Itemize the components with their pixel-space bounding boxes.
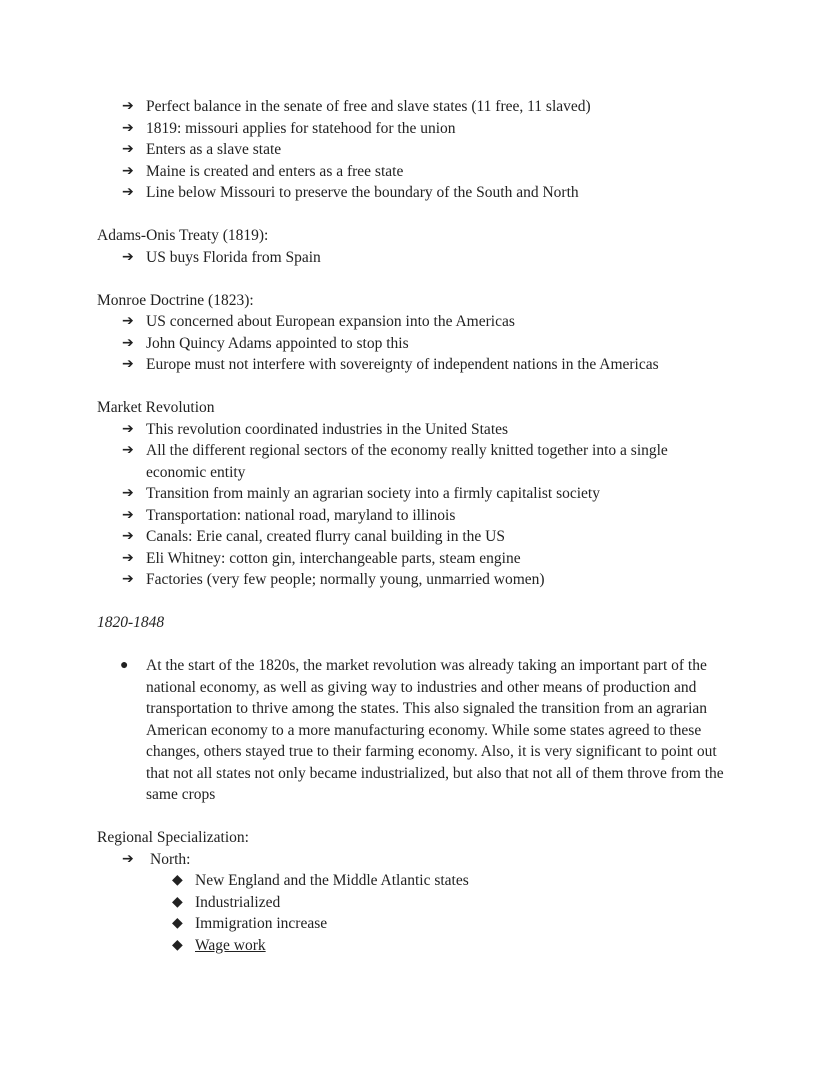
diamond-icon: ◆ (172, 915, 183, 931)
list-item: ➔ US concerned about European expansion into the Americas (0, 311, 828, 333)
arrow-icon: ➔ (122, 420, 134, 437)
list-item-north: ➔ North: (0, 849, 828, 871)
list-item: ➔ Factories (very few people; normally young, unmarried women) (0, 569, 828, 591)
list-item: ➔ This revolution coordinated industries in the United States (0, 419, 828, 441)
section-heading-period: 1820-1848 (97, 614, 165, 631)
list-item: ➔ US buys Florida from Spain (0, 247, 828, 269)
diamond-icon: ◆ (172, 872, 183, 888)
arrow-icon: ➔ (122, 141, 134, 157)
market-list (0, 419, 828, 591)
arrow-icon: ➔ (122, 506, 134, 523)
list-item: ➔ Europe must not interfere with sovereignty of independent nations in the Americas (0, 354, 828, 376)
arrow-icon: ➔ (122, 313, 134, 329)
list-item: ◆ Immigration increase (0, 913, 828, 935)
list-item: ➔ Enters as a slave state (0, 139, 828, 161)
section-heading-regional: Regional Specialization: (97, 829, 249, 846)
diamond-icon: ◆ (172, 936, 183, 953)
list-item: ➔ Eli Whitney: cotton gin, interchangeable parts, steam engine (0, 548, 828, 570)
bullet-icon: ● (120, 658, 129, 673)
arrow-icon: ➔ (122, 485, 134, 501)
arrow-icon: ➔ (122, 356, 134, 372)
list-item: ➔ Canals: Erie canal, created flurry canal building in the US (0, 526, 828, 548)
missouri-compromise-list (0, 96, 828, 204)
section-heading-monroe: Monroe Doctrine (1823): (97, 291, 254, 309)
list-item: ➔ Maine is created and enters as a free state (0, 161, 828, 183)
list-item: ➔ John Quincy Adams appointed to stop this (0, 333, 828, 355)
list-item: ➔ Transportation: national road, maryland to illinois (0, 505, 828, 527)
wage-work-text: Wage work (195, 936, 266, 954)
arrow-icon: ➔ (122, 248, 134, 265)
summary-paragraph: ● At the start of the 1820s, the market revolution was already taking an important part of the national economy, as well as giving way to industries and other means of production and transportation to thrive among the states. This also signaled the transition from an agrarian American economy to a more manufacturing economy. While some states agreed to these changes, others stayed true to their farming economy. Also, it is very significant to point out that not all states not only became industrialized, but also that not all of them throve from the same crops (120, 657, 724, 803)
section-heading-adams-onis: Adams-Onis Treaty (1819): (97, 227, 269, 244)
arrow-icon: ➔ (122, 334, 134, 351)
arrow-icon: ➔ (122, 549, 134, 566)
list-item: ➔ All the different regional sectors of the economy really knitted together into a single economic entity (122, 442, 668, 481)
arrow-icon: ➔ (122, 184, 134, 200)
arrow-icon: ➔ (122, 442, 134, 458)
list-item: ➔ Transition from mainly an agrarian society into a firmly capitalist society (0, 483, 828, 505)
arrow-icon: ➔ (122, 162, 134, 179)
section-heading-market: Market Revolution (97, 399, 215, 416)
arrow-icon: ➔ (122, 119, 134, 136)
adams-onis-list (0, 247, 828, 269)
list-item: ◆ New England and the Middle Atlantic states (0, 870, 828, 892)
monroe-list (0, 311, 828, 376)
list-item: ➔ 1819: missouri applies for statehood for the union (0, 118, 828, 140)
arrow-icon: ➔ (122, 528, 134, 544)
document-page (0, 96, 828, 956)
arrow-icon: ➔ (122, 98, 134, 114)
list-item: ➔ Perfect balance in the senate of free and slave states (11 free, 11 slaved) (0, 96, 828, 118)
diamond-icon: ◆ (172, 893, 183, 910)
list-item (0, 935, 828, 957)
arrow-icon: ➔ (122, 571, 134, 587)
list-item: ➔ Line below Missouri to preserve the boundary of the South and North (0, 182, 828, 204)
arrow-icon: ➔ (122, 850, 134, 867)
list-item: ◆ Industrialized (0, 892, 828, 914)
